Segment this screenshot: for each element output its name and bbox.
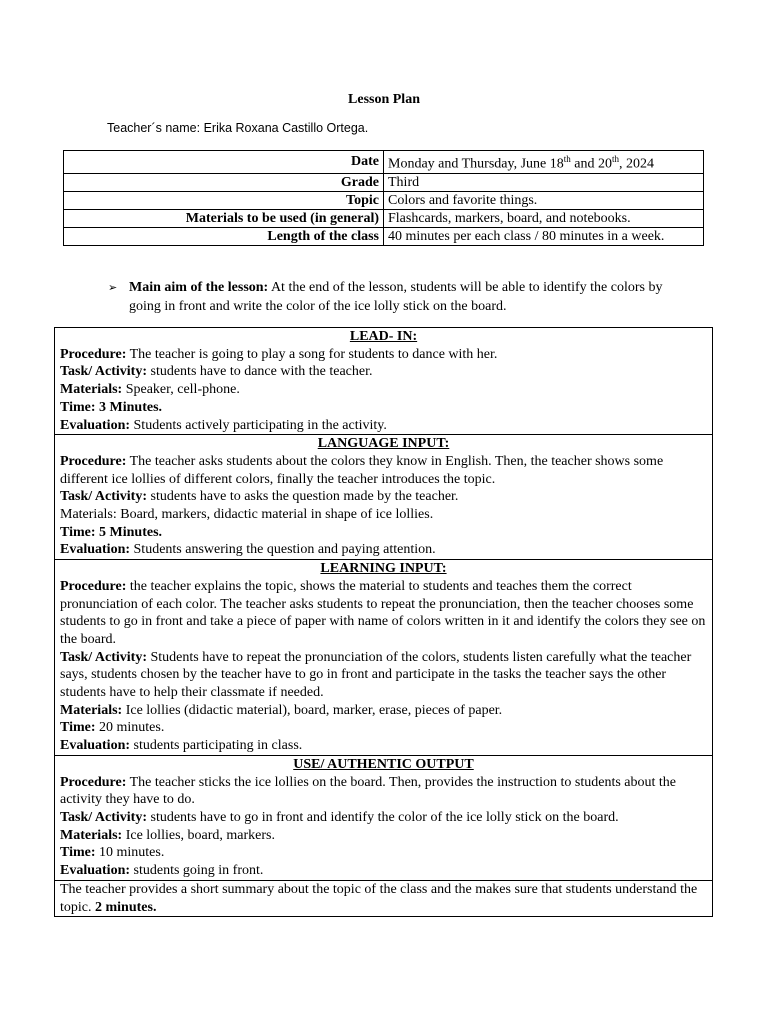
time-label: Time:: [60, 845, 96, 861]
time-line: [60, 719, 707, 737]
grade-label: Grade: [64, 173, 384, 191]
evaluation-text: students going in front.: [130, 863, 264, 879]
procedure-label: Procedure:: [60, 453, 127, 469]
section-use-output: [55, 756, 712, 881]
materials-line: Materials: Board, markers, didactic material in shape of ice lollies.: [60, 507, 434, 523]
page-title: Lesson Plan: [348, 92, 420, 107]
task-text: students have to dance with the teacher.: [147, 364, 373, 380]
section-title: LEARNING INPUT:: [320, 561, 447, 577]
section-closing: [55, 881, 712, 916]
info-row-topic: [64, 191, 704, 209]
section-lead-in: [55, 328, 712, 435]
procedure-label: Procedure:: [60, 578, 127, 594]
materials-text: Ice lollies, board, markers.: [122, 827, 275, 843]
materials-label: Materials:: [60, 382, 123, 398]
time-text: Time: 5 Minutes.: [60, 524, 163, 540]
closing-text: The teacher provides a short summary about the topic of the class and the makes sure that students understand the topic.: [60, 881, 698, 915]
materials-line: [60, 381, 707, 399]
evaluation-label: Evaluation:: [60, 417, 131, 433]
main-aim-body: At the end of the lesson, students will be able to identify the colors by going in front and write the color of the ice lolly stick on the board.: [129, 280, 663, 314]
info-row-date: [64, 151, 704, 174]
materials-text: Ice lollies (didactic material), board, marker, erase, pieces of paper.: [122, 702, 503, 718]
task-label: Task/ Activity:: [60, 809, 147, 825]
section-learning-input: [55, 560, 712, 756]
procedure-label: Procedure:: [60, 346, 127, 362]
info-row-grade: [64, 173, 704, 191]
topic-label: Topic: [64, 191, 384, 209]
date-value-mid: and 20: [570, 156, 612, 172]
procedure-line: [60, 346, 707, 364]
time-line: [60, 844, 707, 862]
time-text: Time: 3 Minutes.: [60, 399, 163, 415]
section-title: LANGUAGE INPUT:: [317, 436, 450, 452]
date-label: Date: [64, 151, 384, 174]
time-text: 10 minutes.: [95, 845, 165, 861]
materials-text: Speaker, cell-phone.: [122, 382, 240, 398]
main-aim: [108, 278, 668, 316]
procedure-text: The teacher sticks the ice lollies on the board. Then, provides the instruction to students about the activity they have to do.: [60, 774, 676, 808]
lesson-info-table: [63, 150, 704, 246]
materials-label: Materials:: [60, 702, 123, 718]
procedure-label: Procedure:: [60, 774, 127, 790]
length-value: 40 minutes per each class / 80 minutes in a week.: [384, 227, 704, 245]
time-text: 20 minutes.: [95, 720, 165, 736]
date-value-start: Monday and Thursday, June 18: [388, 156, 564, 172]
date-value: [384, 151, 704, 174]
procedure-text: the teacher explains the topic, shows the material to students and teaches them the correct pronunciation of each color. The teacher asks students to repeat the pronunciation, then the teacher chooses some students to go in front and take a piece of paper with name of colors written in it and identify the colors they see on the board.: [60, 578, 706, 647]
materials-label: Materials to be used (in general): [64, 209, 384, 227]
evaluation-label: Evaluation:: [60, 542, 131, 558]
task-line: [60, 649, 707, 702]
materials-label: Materials:: [60, 827, 123, 843]
teacher-name-line: Teacher´s name: Erika Roxana Castillo Ortega.: [107, 121, 369, 135]
arrow-bullet-icon: ➢: [108, 281, 118, 294]
grade-value: Third: [384, 173, 704, 191]
topic-value: Colors and favorite things.: [384, 191, 704, 209]
info-row-length: [64, 227, 704, 245]
procedure-text: The teacher asks students about the colors they know in English. Then, the teacher shows some different ice lollies of different colors, finally the teacher introduces the topic.: [60, 453, 664, 487]
time-label: Time:: [60, 720, 96, 736]
task-label: Task/ Activity:: [60, 364, 147, 380]
section-language-input: [55, 435, 712, 560]
procedure-line: [60, 774, 707, 809]
length-label: Length of the class: [64, 227, 384, 245]
lesson-stages-box: [54, 327, 713, 917]
evaluation-label: Evaluation:: [60, 738, 131, 754]
procedure-line: [60, 578, 707, 649]
date-value-end: , 2024: [619, 156, 655, 172]
task-label: Task/ Activity:: [60, 649, 147, 665]
materials-line: [60, 702, 707, 720]
materials-value: Flashcards, markers, board, and notebooks.: [384, 209, 704, 227]
date-suffix-1: th: [563, 154, 571, 164]
task-line: [60, 363, 707, 381]
evaluation-label: Evaluation:: [60, 863, 131, 879]
section-title: USE/ AUTHENTIC OUTPUT: [293, 756, 474, 772]
date-suffix-2: th: [612, 154, 620, 164]
task-line: [60, 809, 707, 827]
closing-time: 2 minutes.: [95, 899, 157, 915]
task-text: students have to go in front and identify the color of the ice lolly stick on the board.: [147, 809, 619, 825]
task-label: Task/ Activity:: [60, 489, 147, 505]
info-row-materials: [64, 209, 704, 227]
evaluation-text: Students answering the question and paying attention.: [130, 542, 436, 558]
main-aim-label: Main aim of the lesson:: [129, 280, 269, 295]
task-line: [60, 488, 707, 506]
task-text: Students have to repeat the pronunciation of the colors, students listen carefully what the teacher says, students chosen by the teacher have to go in front and participate in the tasks the teacher says the other students have to help their classmate if needed.: [60, 649, 692, 701]
evaluation-text: students participating in class.: [130, 738, 303, 754]
evaluation-line: [60, 541, 707, 559]
evaluation-line: [60, 417, 707, 435]
procedure-line: [60, 453, 707, 488]
time-line: [60, 524, 707, 542]
closing-line: [60, 881, 707, 916]
procedure-text: The teacher is going to play a song for students to dance with her.: [126, 346, 498, 362]
task-text: students have to asks the question made by the teacher.: [147, 489, 459, 505]
materials-line: [60, 827, 707, 845]
section-title: LEAD- IN:: [349, 329, 418, 344]
evaluation-text: Students actively participating in the activity.: [130, 417, 387, 433]
main-aim-text: [129, 278, 668, 316]
time-line: [60, 399, 707, 417]
evaluation-line: [60, 737, 707, 755]
evaluation-line: [60, 862, 707, 880]
